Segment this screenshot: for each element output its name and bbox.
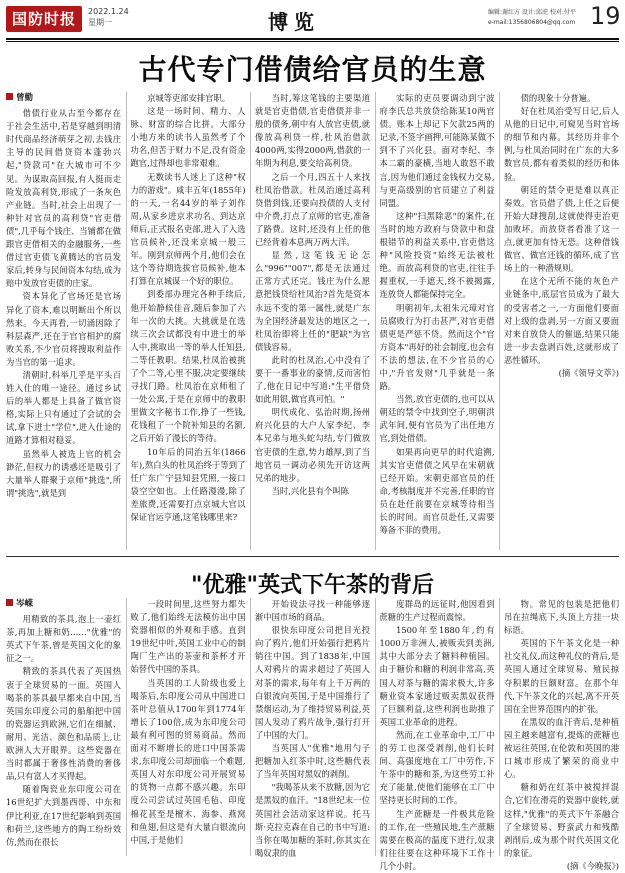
article1-paragraph: 在这个无所不能的灰色产业链条中,底层官员成为了最大的受害者之一,一方面他们要面对上级的盘剥,另一方面又要面对来自放贷人的催逼,结果只能进一步去盘剥百姓,这就形成了恶性循环。 xyxy=(504,276,619,365)
masthead-rule-thin xyxy=(6,41,619,42)
article2-paragraph: 英国的下午茶文化是一种社交礼仪,而这种礼仪的背后,是英国人通过全球贸易、殖民掠夺积累的巨额财富。在那个年代,下午茶文化的兴起,离不开英国在全世界范围内的扩张。 xyxy=(504,638,619,714)
column-divider xyxy=(499,92,500,550)
newspaper-logo: 国防时报 xyxy=(6,6,82,32)
article1-paragraph: 显然,这笔钱无论怎么"996""007",都是无法通过正常方式还完。钱庄为什么愿意把钱贷给杜凤治?首先是资本永远不变的第一属性,就是广东为全国经济最发达的地区之一,杜凤治即将上任的"肥缺"为官债钱容易。 xyxy=(255,250,370,352)
article1-paragraph: 实际的吏员要调动到宁波府李氏总共放贷给陈某10两官债。账本上却记下欠款25两的记录,不签字画押,可能陈某做不到不了兴化县。面对李纪、李本二霸的豪横,当地人敢怒不敢言,因为他们通过金钱权力交易,与更高级别的官员建立了利益同盟。 xyxy=(379,93,495,208)
article1-paragraph: 借债行业从古至今都存在于社会生活中,若是穿越到明清时代商品经济萌芽之初,去钱庄主导的民间借贷资本蓬勃兴起,"贷款司"在大城市可不少见。为谋取高回报,有人挺而走险发放高利贷,形成了一条灰色产业链。当时,社会上出现了一种针对官员的高利贷"官吏借债",几乎每个钱庄、当铺都在做跟官吏借相关的金融服务,一些借过官吏债飞黄腾达的官员发家后,转身与民间资本勾结,成为赔中发放官吏债的庄家。 xyxy=(6,108,121,289)
article2-headline: "优雅"英式下午茶的背后 xyxy=(191,573,434,598)
article1-column-4 xyxy=(380,92,495,550)
article1-paragraph: 无数读书人迷上了这种"权力的游戏"。咸丰五年(1855年)的一天,一名44岁的举子刘作周,从家乡进京求功名。到达京师后,正式报名吏部,进入了入选官员候补,还没来京城一般三年。刚到京师两个月,他们会在这个等待期选拔官员候补,他本打算在京城谋一个好的职位。 xyxy=(130,171,246,287)
article2-paragraph: 糖和奶在红茶中被搅拌混合,它们在滑亮的瓷器中旋转,就这样,"优雅"的英式下午茶融合了全球贸易、野蛮武力和残酷剥削后,成为那个时代英国文化的象征。 xyxy=(504,782,619,858)
column-divider xyxy=(375,598,376,856)
article1-paragraph: 此时的杜凤治,心中没有了要干一番事业的豪情,反而害怕了,他在日记中写道:"生平借贷如此用银,做官真可怕。" xyxy=(255,354,370,405)
article1-byline-text: 曾勤 xyxy=(16,93,34,103)
article1-paragraph: 京城等吏部安排官职。 xyxy=(147,93,231,103)
article2-column-5 xyxy=(504,598,619,871)
article1-paragraph: 资本异化了官场还是官场异化了资本,难以明断出个所以然来。今天再看,一切涌因除了科层森严,还在于官官相护的腐败关系,不少官员将搜取利益作为当官的第一追求。 xyxy=(6,291,121,367)
article2-paragraph: "我喝茶从来不放糖,因为它是黑奴的血汗。"18世纪末一位英国社会活动家这样说。托马斯·克拉克森在自己的书中写道:当你在喝加糖的茶时,你其实在喝奴隶的血 xyxy=(255,782,370,858)
date-line-2: 星期一 xyxy=(88,18,112,27)
article1-paragraph: 债的现象十分普遍。 xyxy=(520,93,596,103)
column-divider xyxy=(250,92,251,550)
article1-paragraph: 之后一个月,四五十人来找杜凤治借款。杜凤治通过高利贷借到钱,还要向投债的人支付中介费,打点了京师的官吏,准备了路费。这时,还没有上任的他已经背着本息两万两大洋。 xyxy=(255,171,370,248)
article1-column-2 xyxy=(131,92,246,550)
byline-marker-icon xyxy=(6,93,13,100)
article2-paragraph: 在黑奴的血汗背后,是种植园主越来越富有,提炼的蔗糖也被运往英国,在伦敦和英国的港口城市形成了繁荣的商业中心。 xyxy=(504,716,619,780)
article2-paragraph: 然而,在工业革命中,工厂中的劳工也深受剥削,他们长时间、高强度地在工厂中劳作,下午茶中的糖和茶,为这些劳工补充了能量,使他们能够在工厂中坚持更长时间的工作。 xyxy=(379,729,495,806)
article1-byline xyxy=(6,92,121,105)
editor-email: e-mail:1356806804@qq.com xyxy=(488,19,576,26)
page-number: 19 xyxy=(590,2,621,30)
column-divider xyxy=(375,92,376,550)
section-title: 博览 xyxy=(268,10,320,34)
article1-paragraph: 明朝初年,太祖朱元璋对官员腐败行为打击甚严,对官吏借债更是严惩不贷。然而这个"官方资本"再好的社会制度,也会有不法的想法,在不少官员的心中,"升官发财"几乎就是一条路。 xyxy=(379,302,495,392)
editor-credits: 编辑:谢红方 设计:邱虎 校对:付平 xyxy=(488,9,576,16)
article1-paragraph: 当时,兴化县有个叫陈 xyxy=(271,485,349,496)
editor-info xyxy=(488,8,584,28)
article2-column-3 xyxy=(255,598,370,856)
article1-paragraph: (摘《领导文萃》) xyxy=(558,367,619,378)
article1-column-5 xyxy=(504,92,619,550)
column-divider xyxy=(126,92,127,550)
article2-column-2 xyxy=(131,598,246,856)
article2-paragraph: 用精致的茶具,泡上一壶红茶,再加上糖和奶……"优雅"的英式下午茶,曾是英国文化的象征之一。 xyxy=(6,614,121,664)
article1-paragraph: 这是一场时间、精力、人脉、财富的综合比拼。大部分小地方来的读书人虽然考了个功名,但苦于财力不足,没有资金跑官,过得却也非常艰难。 xyxy=(130,106,246,169)
article2-column-4 xyxy=(379,598,495,871)
article2-paragraph: 精致的茶具代表了英国热衷于全球贸易的一面。英国人喝茶的茶具最早都来自中国,当英国东印度公司的船舶把中国的瓷器运到欧洲,它们在细腻、耐用、光洁、颜色和品质上,让欧洲人大开眼界。这些瓷器在当时都属于奢侈性消费的奢侈品,只有富人才买得起。 xyxy=(6,666,121,782)
article1-paragraph: 这种"扫黑除恶"的案件,在当时的地方政府与贷款中和盘根错节的利益关系中,官吏借这种"风险投资"始终无法被杜绝。而放高利贷的官吏,往往手握重权,一手遮天,终不被揭露,连放贷人都能保持完全。 xyxy=(379,210,495,300)
article2-paragraph: 开始设法寻找一种能够逐渐中国市场的商品。 xyxy=(255,599,370,623)
article2-paragraph: 当英国人"优雅"地用勺子把糖加入红茶中时,这些糖代表了当年英国对黑奴的剥削。 xyxy=(255,743,370,780)
masthead-rule xyxy=(6,38,619,40)
article2-column-1 xyxy=(6,598,121,856)
article2-paragraph: 度群岛的远征时,他因看到蔗糖的生产过程而震惊。 xyxy=(379,599,495,623)
article1-paragraph: 好在杜凤治受写日记,后人从他的日记中,可窥见当时官场的细节和内幕。其经历并非个例,与杜凤治同时在广东的大多数官员,都有着类似的经历和体验。 xyxy=(504,106,619,182)
issue-date xyxy=(88,6,129,28)
column-divider xyxy=(126,598,127,856)
article2-paragraph: 1500年至1880年,约有1000万非洲人,被贩卖到美洲,其中大部分去了糖料种植园。由于糖价和糖的利润非常高,英国人对茶与糖的需求极大,许多糖业资本家通过贩卖黑奴获得了巨额利益,这些利润也助推了英国工业革命的进程。 xyxy=(379,625,495,727)
article2-byline xyxy=(6,598,121,611)
masthead xyxy=(0,0,625,40)
byline-marker-icon xyxy=(6,599,13,606)
article1-paragraph: 朝廷的禁令更是难以真正奏效。官员借了债,上任之后便开始大肆搜刮,这就使得吏治更加败坏。而放贷者看准了这一点,就更加有恃无恐。这种借钱做官、做官还钱的循环,成了官场上的一种潜规则。 xyxy=(504,184,619,274)
article2-paragraph: 物。常见的包装是把他们吊在拉绳底下,头顶上方挂一块标语。 xyxy=(504,599,619,636)
article2-paragraph: 一段时间里,这些努力都失败了,他们始终无法模仿出中国瓷器相似的外观和手感。直到19世纪中叶,英国工业中心的制陶厂生产出的茶壶和茶杯才开始替代中国的茶具。 xyxy=(130,599,246,675)
article1-paragraph: 明代成化、弘治时期,扬州府兴化县的大户人家李纪、李本兄弟与地头蛇勾结,专门做放官吏债的生意,势力雄厚,到了当地官员一调动必须先开访这两兄弟的地步。 xyxy=(255,407,370,483)
article2-paragraph: (摘《今晚报》) xyxy=(566,860,619,871)
article2-paragraph: 随着陶瓷业东印度公司在16世纪扩大到墨西哥、中东和伊比利亚,在17世纪影响到英国和荷兰,这些地方的陶工纷纷效仿,然而在很长 xyxy=(6,784,121,847)
article-separator xyxy=(6,556,619,557)
article1-column-3 xyxy=(255,92,370,550)
article1-paragraph: 如果再向更早的时代追溯,其实官吏借债之风早在宋朝就已经开始。宋朝吏部官员的任命,考核制度并不完善,任职的官员在赴任前要在京城等待相当长的时间。而官员赴任,又需要筹备不菲的费用。 xyxy=(379,446,495,536)
article2-paragraph: 当英国的工人阶级也爱上喝茶后,东印度公司从中国进口茶叶总值从1700年到1774年增长了100倍,成为东印度公司最有利可图的贸易商品。然而面对不断增长的进口中国茶需求,东印度公司却面临一个难题,英国人对东印度公司开展贸易的货物一点都不感兴趣。东印度公司尝试过英国毛毡、印度棉花甚至是檀木、海参、燕窝和鱼翅,但这是有大量白银流向中国,于是他们 xyxy=(130,677,246,845)
article1-paragraph: 10年后的同治五年(1866年),熬白头的杜凤治终于等到了任广东广宁县知县凭照,一接口袋空空如也。上任路漫漫,除了差旅费,还需要打点京城大官以保证官运亨通,这笔钱哪里来? xyxy=(130,446,246,522)
article1-paragraph: 虽然举人被选上官的机会渺茫,但权力的诱惑还是吸引了大量举人群聚于京师"挑选",所谓"挑选",就是到 xyxy=(6,448,121,498)
date-line-1: 2022.1.24 xyxy=(88,7,129,16)
article2-byline-text: 岑嵘 xyxy=(16,599,34,609)
column-divider xyxy=(250,598,251,856)
article1-paragraph: 到委部办理完各种手续后,他开始静候佳音,随后参加了六年一次的大挑。大挑就是在选续三次会试都没有中进士的举人中,挑取出一等的举人任知县,二等任教职。结果,杜凤治被挑了个二等,心里不服,决定要继续寻找门路。杜凤治在京师租了一处公寓,于是在京师中的教职里做文字秘书工作,挣了一些钱,花钱租了一个院补知县的名额,之后开始了漫长的等待。 xyxy=(130,289,246,444)
article2-paragraph: 生产蔗糖是一件极其危险的工作,在一些殖民地,生产蔗糖需要在极高的温度下进行,奴隶们往往要在这种环境下工作十几个小时。 xyxy=(379,808,495,871)
article1-paragraph: 清朝时,科举几乎是平头百姓入仕的唯一途径。通过乡试后的举人都是上具备了做官资格,实际上只有通过了会试的会试,拿下进士"学位",进入仕途的道路才算相对稳妥。 xyxy=(6,369,121,446)
article1-headline: 古代专门借债给官员的生意 xyxy=(138,53,487,86)
article2-paragraph: 很快东印度公司把目光投向了鸦片,他们开始强行把鸦片销往中国。到了1838年,中国人对鸦片的需求超过了英国人对茶的需求,每年有上千万两的白银流向英国,于是中国推行了禁烟运动,为了维持贸易利益,英国人发动了鸦片战争,强行打开了中国的大门。 xyxy=(255,625,370,740)
article1-paragraph: 当时,筹这笔钱的主要渠道就是官吏借债,官吏借债并非一般的债务,朝中有人放官吏债,就像放高利贷一样,杜风治借款4000两,实得2000两,借款的一年期为利息,要交给高利贷。 xyxy=(255,93,370,169)
article1-column-1 xyxy=(6,92,121,550)
article1-paragraph: 当然,放官吏债的,也可以从朝廷的禁令中找到空子,明朝洪武年间,便有官员为了出任地方官,到处借债。 xyxy=(379,394,495,444)
column-divider xyxy=(499,598,500,856)
